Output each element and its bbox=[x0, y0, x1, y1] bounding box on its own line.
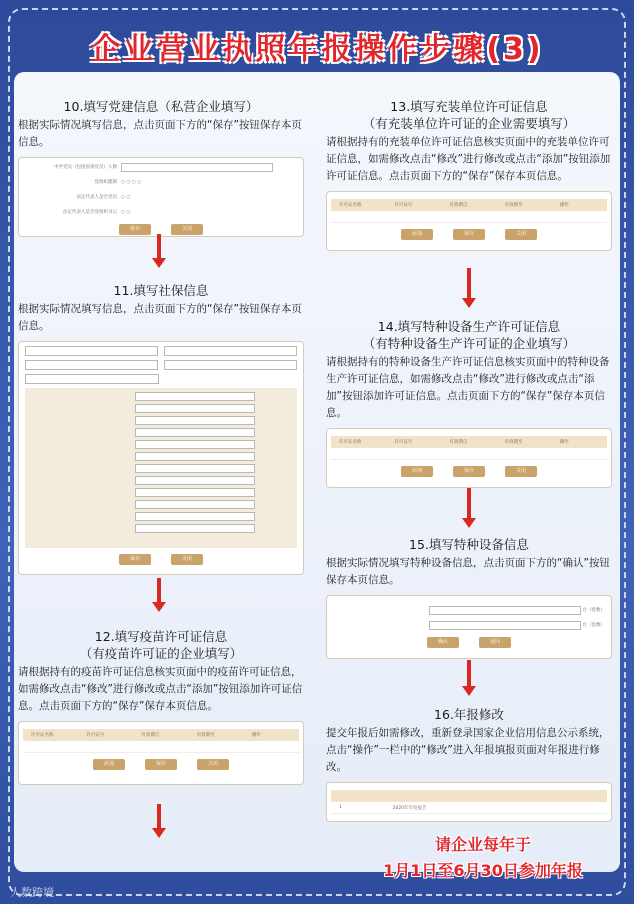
add-button[interactable]: 添加 bbox=[401, 229, 433, 240]
col-header: 操作 bbox=[559, 440, 569, 445]
section-14-title: 14.填写特种设备生产许可证信息 bbox=[377, 319, 561, 334]
save-button[interactable]: 保存 bbox=[145, 759, 177, 770]
section-13-subtitle: （有充装单位许可证的企业需要填写） bbox=[362, 116, 576, 131]
row-label: 中共党员（包括预备党员）人数 bbox=[54, 165, 117, 170]
arrow-down-icon bbox=[462, 268, 476, 308]
section-14-form bbox=[326, 428, 612, 488]
section-11-desc: 根据实际情况填写信息，点击页面下方的“保存”按钮保存本页信息。 bbox=[18, 303, 302, 332]
close-button[interactable]: 关闭 bbox=[505, 229, 537, 240]
input-field[interactable] bbox=[135, 464, 255, 473]
row-label: 法定代表人是否党组织书记 bbox=[63, 210, 117, 215]
input-field[interactable] bbox=[135, 416, 255, 425]
radio-group[interactable]: ○ ○ ○ ○ bbox=[121, 179, 141, 185]
section-16-title: 16.年报修改 bbox=[434, 707, 504, 722]
section-14 bbox=[326, 318, 612, 488]
close-button[interactable]: 关闭 bbox=[171, 554, 203, 565]
input-field[interactable] bbox=[25, 360, 158, 370]
table-row bbox=[23, 741, 299, 753]
table-header bbox=[23, 729, 299, 741]
input-field[interactable] bbox=[25, 346, 158, 356]
section-15-desc: 根据实际情况填写特种设备信息，点击页面下方的“确认”按钮保存本页信息。 bbox=[326, 557, 610, 586]
save-button[interactable]: 保存 bbox=[119, 224, 151, 235]
confirm-button[interactable]: 确认 bbox=[427, 637, 459, 648]
section-10-title: 10.填写党建信息（私营企业填写） bbox=[63, 99, 259, 114]
deadline-banner bbox=[355, 832, 611, 884]
radio-group[interactable]: ○ ○ bbox=[121, 194, 131, 200]
input-field[interactable] bbox=[135, 404, 255, 413]
arrow-down-icon bbox=[462, 488, 476, 528]
section-15 bbox=[326, 536, 612, 659]
section-12-title: 12.填写疫苗许可证信息 bbox=[94, 629, 228, 644]
close-button[interactable]: 关闭 bbox=[197, 759, 229, 770]
contribution-inputs bbox=[135, 392, 255, 536]
col-header: 有效期自 bbox=[449, 203, 468, 208]
form-buttons bbox=[327, 637, 611, 648]
top-fields bbox=[25, 374, 297, 384]
row-index: 1 bbox=[339, 805, 342, 810]
section-14-desc: 请根据持有的特种设备生产许可证信息核实页面中的特种设备生产许可证信息，如需修改点击“修改”进行修改或点击“添加”按钮添加许可证信息。点击页面下方的“保存”保存本页信息。 bbox=[326, 356, 610, 419]
unit-label: 台（套数） bbox=[582, 608, 605, 613]
top-fields bbox=[25, 346, 297, 356]
section-16-desc: 提交年报后如需修改，重新登录国家企业信用信息公示系统，点击“操作”一栏中的“修改”进入年报填报页面对年报进行修改。 bbox=[326, 727, 610, 773]
row-label: 党组织建制 bbox=[94, 180, 117, 185]
table-header bbox=[331, 199, 607, 211]
table-row bbox=[331, 448, 607, 460]
input-field[interactable] bbox=[135, 476, 255, 485]
col-header: 有效期至 bbox=[504, 203, 523, 208]
col-header: 操作 bbox=[251, 733, 261, 738]
add-button[interactable]: 添加 bbox=[93, 759, 125, 770]
input-field[interactable] bbox=[135, 440, 255, 449]
save-button[interactable]: 保存 bbox=[119, 554, 151, 565]
table-caption bbox=[19, 722, 303, 729]
save-button[interactable]: 保存 bbox=[453, 466, 485, 477]
table-row bbox=[331, 211, 607, 223]
arrow-down-icon bbox=[152, 804, 166, 838]
col-header: 有效期自 bbox=[141, 733, 160, 738]
section-10-form bbox=[18, 157, 304, 237]
save-button[interactable]: 保存 bbox=[453, 229, 485, 240]
section-13-form bbox=[326, 191, 612, 251]
input-field[interactable] bbox=[135, 524, 255, 533]
col-header: 许可证名称 bbox=[339, 440, 362, 445]
table-caption bbox=[327, 192, 611, 199]
close-button[interactable]: 关闭 bbox=[505, 466, 537, 477]
section-14-subtitle: （有特种设备生产许可证的企业填写） bbox=[362, 336, 576, 351]
col-header: 有效期自 bbox=[449, 440, 468, 445]
input-field[interactable] bbox=[135, 428, 255, 437]
form-row bbox=[25, 161, 297, 173]
table-header bbox=[331, 436, 607, 448]
section-11 bbox=[18, 282, 304, 575]
back-button[interactable]: 返回 bbox=[479, 637, 511, 648]
report-name: 2020年年度报告 bbox=[392, 805, 427, 811]
form-row bbox=[25, 206, 297, 218]
section-16-form bbox=[326, 782, 612, 822]
input-field[interactable] bbox=[429, 606, 581, 615]
watermark: 人数跨境 bbox=[10, 886, 54, 899]
arrow-down-icon bbox=[152, 234, 166, 268]
section-12-desc: 请根据持有的疫苗许可证信息核实页面中的疫苗许可证信息，如需修改点击“修改”进行修改或点击“添加”按钮添加许可证信息。点击页面下方的“保存”保存本页信息。 bbox=[18, 666, 303, 712]
form-buttons bbox=[19, 554, 303, 565]
row-label: 法定代表人是否党员 bbox=[76, 195, 117, 200]
radio-group[interactable]: ○ ○ bbox=[121, 209, 131, 215]
section-12 bbox=[18, 628, 304, 785]
add-button[interactable]: 添加 bbox=[401, 466, 433, 477]
input-field[interactable] bbox=[135, 512, 255, 521]
section-11-title: 11.填写社保信息 bbox=[113, 283, 209, 298]
contribution-table bbox=[25, 388, 297, 548]
section-15-form bbox=[326, 595, 612, 659]
section-13-title: 13.填写充装单位许可证信息 bbox=[390, 99, 548, 114]
form-row bbox=[333, 604, 605, 616]
section-12-form bbox=[18, 721, 304, 785]
form-row bbox=[333, 619, 605, 631]
table-header bbox=[331, 790, 607, 802]
section-13 bbox=[326, 98, 612, 251]
form-row bbox=[25, 191, 297, 203]
arrow-down-icon bbox=[152, 578, 166, 612]
arrow-down-icon bbox=[462, 660, 476, 696]
col-header: 有效期至 bbox=[504, 440, 523, 445]
deadline-line-1: 请企业每年于 bbox=[434, 835, 531, 854]
col-header: 许可证名称 bbox=[339, 203, 362, 208]
col-header: 许可证号 bbox=[394, 440, 413, 445]
section-11-form bbox=[18, 341, 304, 575]
spacer bbox=[165, 374, 297, 384]
close-button[interactable]: 关闭 bbox=[171, 224, 203, 235]
section-15-title: 15.填写特种设备信息 bbox=[409, 537, 529, 552]
table-caption bbox=[327, 429, 611, 436]
input-field[interactable] bbox=[135, 392, 255, 401]
form-buttons bbox=[19, 759, 303, 770]
table-row bbox=[331, 802, 607, 814]
unit-label: 台（套数） bbox=[582, 623, 605, 628]
section-12-subtitle: （有疫苗许可证的企业填写） bbox=[79, 646, 243, 661]
col-header: 许可证号 bbox=[86, 733, 105, 738]
top-fields bbox=[25, 360, 297, 370]
form-buttons bbox=[327, 466, 611, 477]
col-header: 操作 bbox=[559, 203, 569, 208]
section-10 bbox=[18, 98, 304, 237]
section-10-desc: 根据实际情况填写信息，点击页面下方的“保存”按钮保存本页信息。 bbox=[18, 119, 302, 148]
input-field[interactable] bbox=[135, 452, 255, 461]
page-title: 企业营业执照年报操作步骤(3) bbox=[90, 32, 544, 67]
deadline-line-2: 1月1日至6月30日参加年报 bbox=[383, 861, 583, 880]
input-field[interactable] bbox=[164, 346, 297, 356]
col-header: 有效期至 bbox=[196, 733, 215, 738]
input-field[interactable] bbox=[135, 488, 255, 497]
section-16 bbox=[326, 706, 612, 822]
input-field[interactable] bbox=[121, 163, 273, 172]
col-header: 许可证名称 bbox=[31, 733, 54, 738]
form-row bbox=[25, 176, 297, 188]
input-field[interactable] bbox=[135, 500, 255, 509]
input-field[interactable] bbox=[164, 360, 297, 370]
section-13-desc: 请根据持有的充装单位许可证信息核实页面中的充装单位许可证信息，如需修改点击“修改”进行修改或点击“添加”按钮添加许可证信息。点击页面下方的“保存”保存本页信息。 bbox=[326, 136, 611, 182]
input-field[interactable] bbox=[429, 621, 581, 630]
col-header: 许可证号 bbox=[394, 203, 413, 208]
form-buttons bbox=[327, 229, 611, 240]
table-caption bbox=[327, 783, 611, 790]
input-field[interactable] bbox=[25, 374, 159, 384]
